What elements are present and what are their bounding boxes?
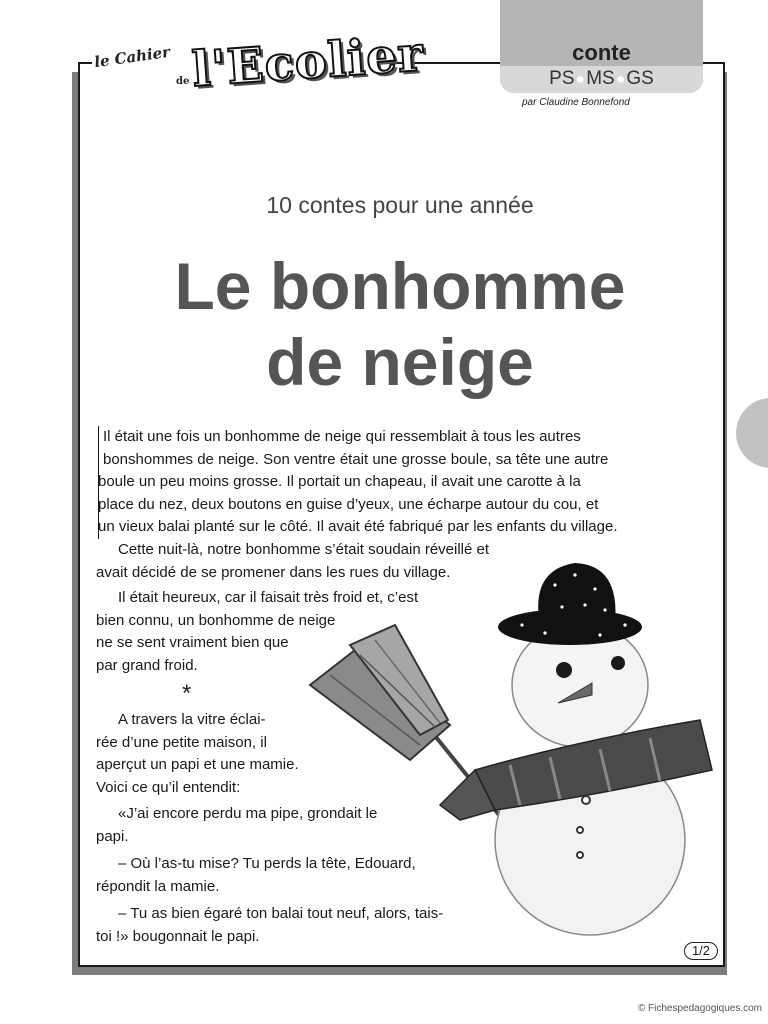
author-credit: par Claudine Bonnefond — [522, 97, 630, 108]
text-line: A travers la vitre éclai- — [118, 711, 266, 728]
bullet-icon: ● — [575, 71, 586, 88]
text-line: aperçut un papi et une mamie. — [96, 756, 299, 773]
story-title — [80, 248, 720, 400]
series-subtitle: 10 contes pour une année — [266, 192, 534, 218]
text-line: par grand froid. — [96, 656, 198, 674]
bullet-icon: ● — [615, 71, 626, 88]
text-line: avait décidé de se promener dans les rues du village. — [96, 563, 451, 581]
level-ms: MS — [586, 68, 615, 89]
eye-right — [611, 656, 625, 670]
page-number-badge: 1/2 — [684, 942, 718, 960]
text-line: Voici ce qu’il entendit: — [96, 778, 241, 796]
level-gs: GS — [626, 68, 654, 89]
section-separator: * — [182, 680, 192, 707]
text-line: – Tu as bien égaré ton balai tout neuf, alors, tais- — [118, 905, 444, 922]
text-line: Il était une fois un bonhomme de neige qui ressemblait à tous les autres — [103, 428, 581, 445]
category-tab — [500, 0, 703, 93]
level-ps: PS — [549, 68, 575, 89]
text-line: place du nez, deux boutons en guise d’yeux, une écharpe autour du cou, et — [98, 495, 599, 513]
paragraph-intro — [98, 426, 699, 539]
text-line: bien connu, un bonhomme de neige — [96, 611, 336, 629]
text-line: Il était heureux, car il faisait très froid et, c’est — [118, 589, 419, 606]
button-icon — [577, 852, 583, 858]
button-icon — [582, 796, 590, 804]
button-icon — [577, 827, 583, 833]
logo-big-text: l'Ecolier — [190, 25, 426, 99]
story-title-line-1: Le bonhomme — [174, 249, 626, 323]
text-line: bonshommes de neige. Son ventre était une grosse boule, sa tête une autre — [103, 450, 609, 468]
text-line: Cette nuit-là, notre bonhomme s’était soudain réveillé et — [118, 541, 490, 558]
eye-left — [556, 662, 572, 678]
hat-icon — [498, 563, 642, 645]
snowman-illustration — [300, 555, 720, 945]
text-line: papi. — [96, 827, 129, 845]
text-line: toi !» bougonnait le papi. — [96, 927, 260, 945]
story-title-line-2: de neige — [266, 325, 534, 399]
text-line: «J’ai encore perdu ma pipe, grondait le — [118, 805, 378, 822]
logo-de-text: de — [176, 76, 190, 87]
text-line: ne se sent vraiment bien que — [96, 634, 289, 651]
level-list — [500, 66, 703, 93]
cahier-ecolier-logo — [92, 25, 426, 99]
logo-small-text: le Cahier — [93, 42, 172, 72]
text-line: un vieux balai planté sur le côté. Il avait été fabriqué par les enfants du village. — [98, 518, 618, 535]
text-line: répondit la mamie. — [96, 877, 220, 895]
text-line: – Où l’as-tu mise? Tu perds la tête, Edouard, — [118, 855, 416, 872]
category-title: conte — [572, 40, 631, 65]
side-tab-marker — [736, 398, 768, 468]
text-line: rée d’une petite maison, il — [96, 733, 267, 751]
copyright-notice: © Fichespedagogiques.com — [637, 1003, 762, 1014]
text-line: boule un peu moins grosse. Il portait un chapeau, il avait une carotte à la — [98, 473, 581, 490]
